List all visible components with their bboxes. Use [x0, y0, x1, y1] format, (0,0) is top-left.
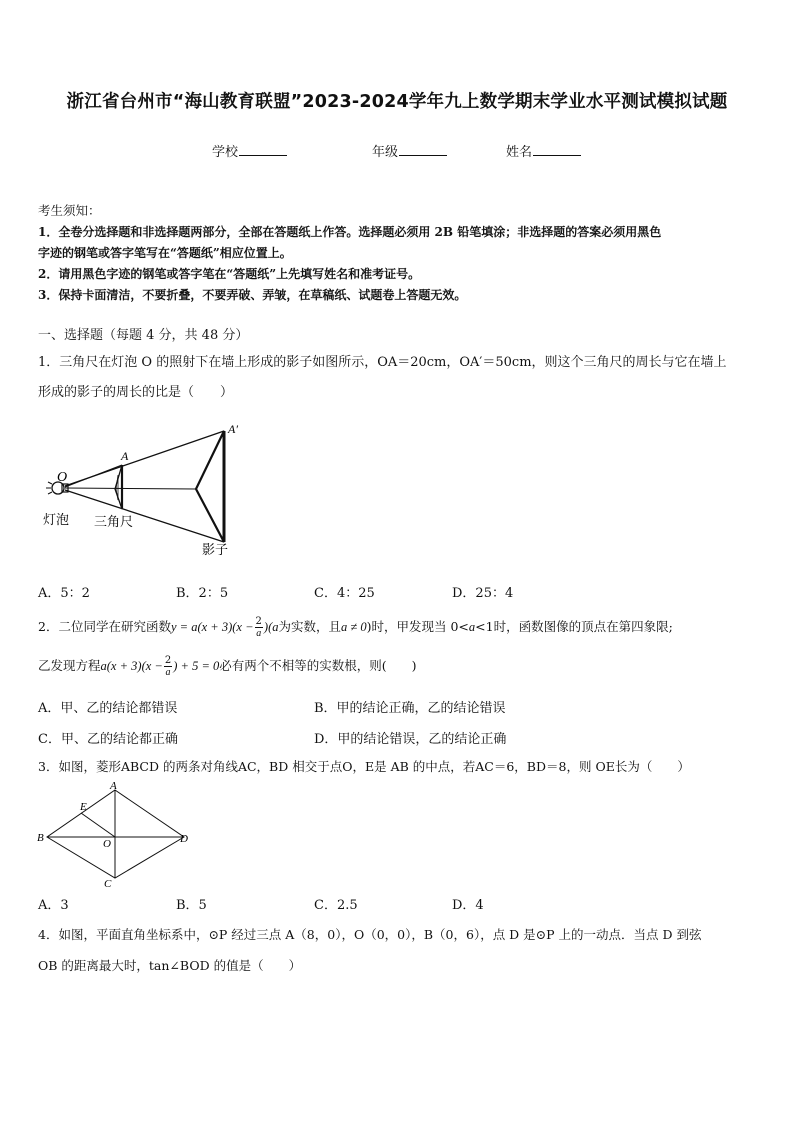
q2-frac-2-den: a: [165, 667, 171, 678]
q1-option-d[interactable]: D．25：4: [452, 586, 514, 601]
q3-option-d[interactable]: D．4: [452, 898, 484, 913]
q2-formula-a: y = a(x + 3)(x −: [170, 620, 254, 634]
fig3-label-e: E: [80, 801, 87, 813]
q2-frac-1-den: a: [256, 628, 262, 639]
fig3-label-d: D: [180, 833, 188, 845]
q1-option-b[interactable]: B．2：5: [176, 586, 229, 601]
q2-var-a2: a: [468, 620, 476, 634]
fig1-label-a: A: [121, 449, 129, 463]
q3-option-c[interactable]: C．2.5: [314, 898, 358, 913]
grade-blank[interactable]: [399, 143, 447, 156]
school-blank[interactable]: [239, 143, 287, 156]
fig3-label-o: O: [103, 838, 111, 850]
fig3-label-b: B: [37, 832, 44, 844]
q2-l2-a: 乙发现方程: [38, 658, 101, 673]
notice-item-2: 2．请用黑色字迹的钢笔或答字笔在“答题纸”上先填写姓名和准考证号。: [38, 267, 421, 281]
q2-option-b[interactable]: B．甲的结论正确，乙的结论错误: [314, 701, 506, 716]
name-label: 姓名: [506, 145, 533, 160]
q2-cond: a ≠ 0: [341, 620, 367, 634]
q2-formula-c: a(x + 3)(x −: [100, 659, 163, 673]
name-field: [506, 141, 581, 160]
notice-heading: 考生须知：: [38, 203, 101, 218]
fig1-caption-shadow: 影子: [202, 542, 229, 557]
school-field: [212, 141, 287, 160]
q3-option-b[interactable]: B．5: [176, 898, 207, 913]
q3-text-line1: 3．如图，菱形ABCD 的两条对角线AC，BD 相交于点O，E是 AB 的中点，若AC＝6，BD＝8，则 OE长为（ ）: [38, 759, 690, 774]
grade-field: [372, 141, 447, 160]
q2-l1-d: <1时，函数图像的顶点在第四象限;: [475, 619, 673, 634]
q2-l1-a: 2．二位同学在研究函数: [38, 619, 171, 634]
q2-var-a: a: [272, 620, 279, 634]
fig1-caption-bulb: 灯泡: [43, 512, 70, 527]
q2-formula-b: )(: [263, 620, 273, 634]
q1-text-line1: 1．三角尺在灯泡 O 的照射下在墙上形成的影子如图所示，OA＝20cm，OA′＝50cm，则这个三角尺的周长与它在墙上: [38, 355, 727, 370]
q3-option-a[interactable]: A．3: [38, 898, 69, 913]
q2-frac-2-num: 2: [164, 655, 172, 666]
q3-figure: [36, 780, 196, 890]
q2-frac-1-num: 2: [255, 616, 262, 627]
q4-text-line2: OB 的距离最大时，tan∠BOD 的值是（ ）: [38, 958, 302, 973]
q2-frac-1: [255, 616, 263, 639]
fig1-label-o: O: [57, 470, 68, 485]
grade-label: 年级: [372, 145, 399, 160]
q2-option-a[interactable]: A．甲、乙的结论都错误: [38, 701, 178, 716]
notice-item-1-cont: 字迹的钢笔或答字笔写在“答题纸”相应位置上。: [38, 246, 292, 260]
q2-l1-b: 为实数，且: [278, 619, 341, 634]
q2-formula-d: ) + 5 = 0: [173, 659, 220, 673]
fig3-label-c: C: [104, 878, 112, 890]
name-blank[interactable]: [533, 143, 581, 156]
q1-option-a[interactable]: A．5：2: [38, 586, 90, 601]
q2-option-c[interactable]: C．甲、乙的结论都正确: [38, 732, 178, 747]
q2-option-d[interactable]: D．甲的结论错误，乙的结论正确: [314, 732, 507, 747]
q4-text-line1: 4．如图，平面直角坐标系中，⊙P 经过三点 A（8，0），O（0，0），B（0，6），点 D 是⊙P 上的一动点．当点 D 到弦: [38, 927, 702, 942]
q2-l1-c: )时，甲发现当 0<: [366, 619, 469, 634]
fig1-label-a-prime: A′: [228, 422, 238, 436]
fig3-label-a: A: [110, 780, 117, 792]
q2-text-line1: [38, 616, 673, 639]
q1-text-line2: 形成的影子的周长的比是（ ）: [38, 385, 234, 400]
fig1-caption-ruler: 三角尺: [94, 514, 134, 529]
notice-item-1: 1．全卷分选择题和非选择题两部分，全部在答题纸上作答。选择题必须用 2B 铅笔填涂；非选择题的答案必须用黑色: [38, 225, 662, 239]
q1-figure: [38, 418, 258, 568]
school-label: 学校: [212, 145, 239, 160]
section-heading: 一、选择题（每题 4 分，共 48 分）: [38, 328, 249, 343]
q2-text-line2: [38, 655, 417, 678]
q2-l2-b: 必有两个不相等的实数根，则( ): [219, 658, 417, 673]
q2-frac-2: [164, 655, 172, 678]
page-title: 浙江省台州市“海山教育联盟”2023-2024学年九上数学期末学业水平测试模拟试题: [66, 92, 728, 112]
notice-item-3: 3．保持卡面清洁，不要折叠，不要弄破、弄皱，在草稿纸、试题卷上答题无效。: [38, 288, 467, 302]
q1-option-c[interactable]: C．4：25: [314, 586, 375, 601]
